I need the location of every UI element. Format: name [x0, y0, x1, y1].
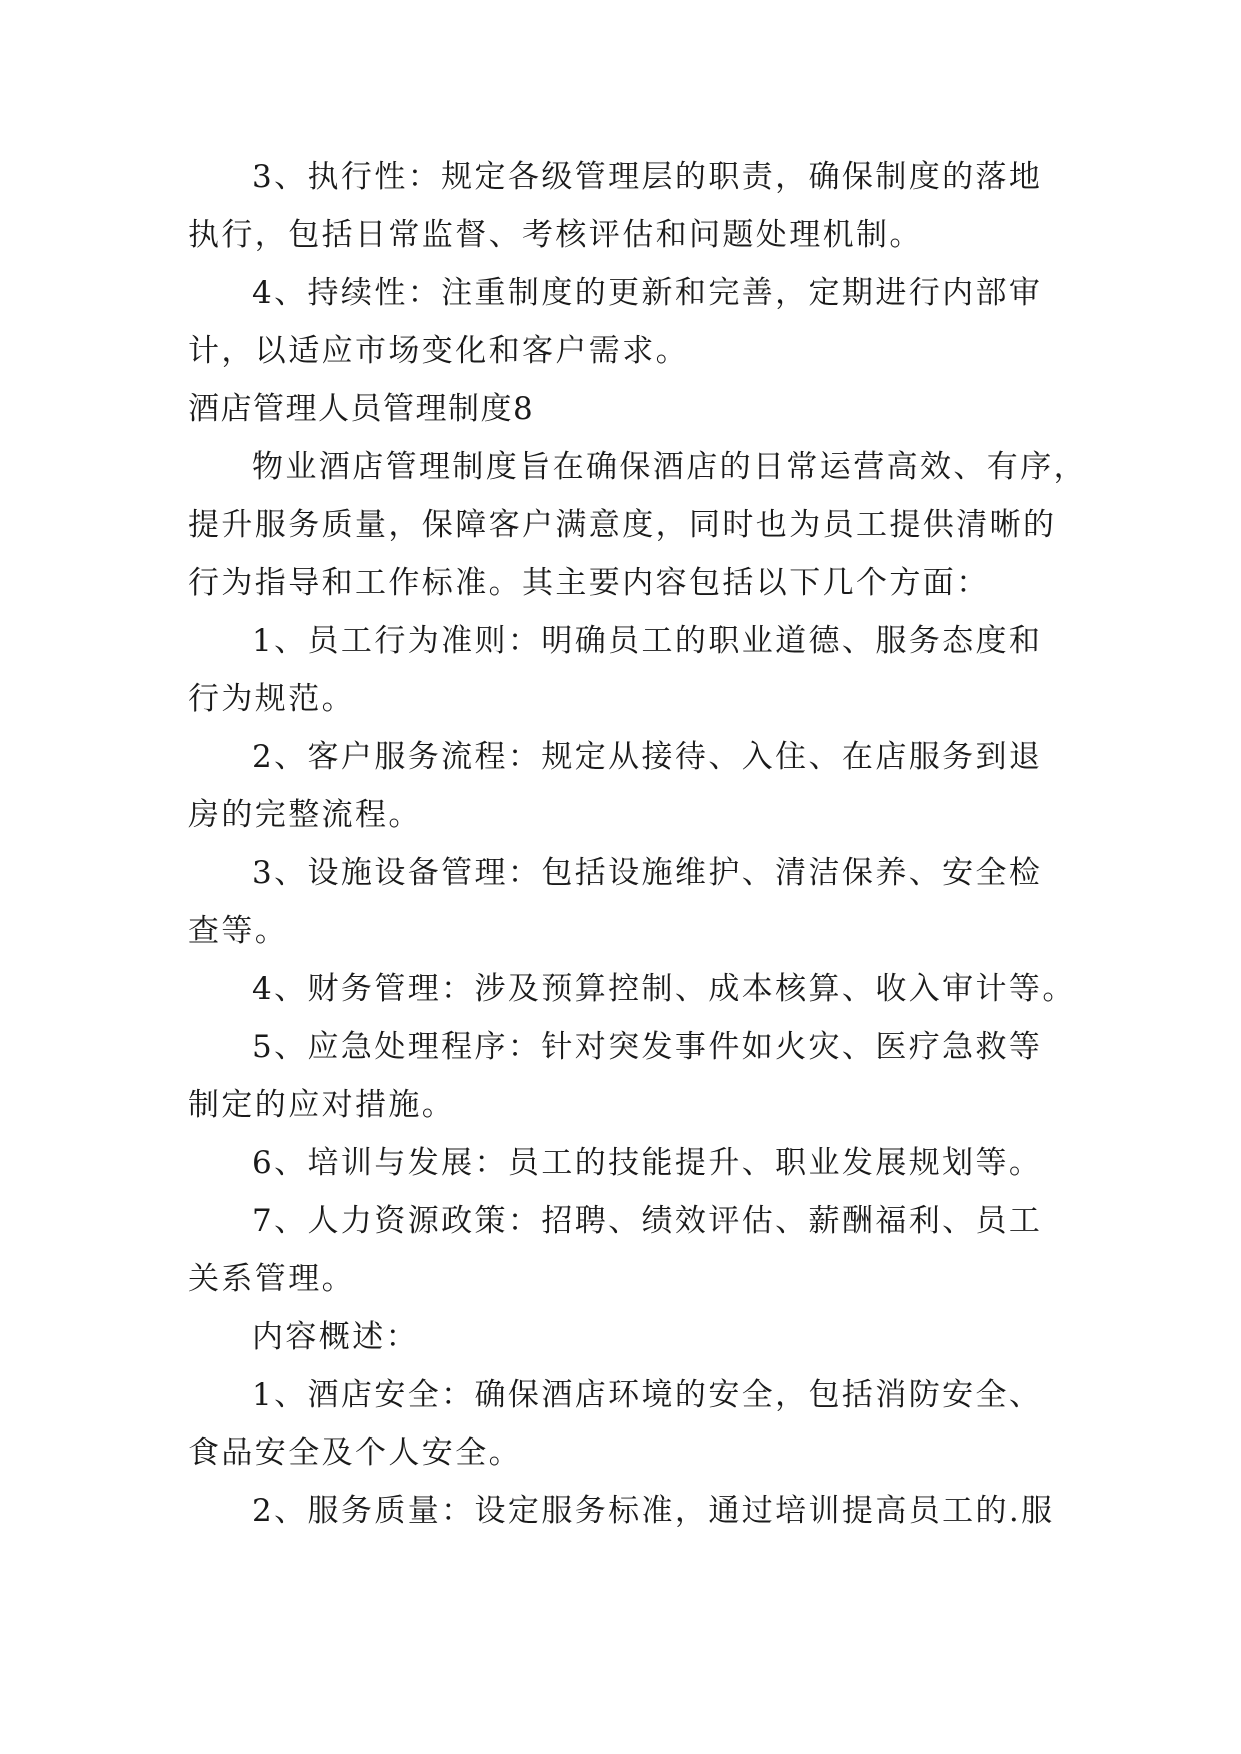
paragraph-line: 物业酒店管理制度旨在确保酒店的日常运营高效、有序， — [252, 449, 1087, 485]
paragraph-line: 5、应急处理程序：针对突发事件如火灾、医疗急救等 — [252, 1029, 1043, 1065]
paragraph-line: 行为规范。 — [188, 681, 355, 717]
paragraph-line: 内容概述： — [252, 1319, 419, 1355]
paragraph-line: 计，以适应市场变化和客户需求。 — [188, 333, 689, 369]
paragraph-line: 1、酒店安全：确保酒店环境的安全，包括消防安全、 — [252, 1377, 1043, 1413]
paragraph-line: 提升服务质量，保障客户满意度，同时也为员工提供清晰的 — [188, 507, 1057, 543]
paragraph-line: 执行，包括日常监督、考核评估和问题处理机制。 — [188, 217, 923, 253]
paragraph-line: 查等。 — [188, 913, 289, 949]
paragraph-line: 4、持续性：注重制度的更新和完善，定期进行内部审 — [252, 275, 1043, 311]
paragraph-line: 2、客户服务流程：规定从接待、入住、在店服务到退 — [252, 739, 1043, 775]
paragraph-line: 3、执行性：规定各级管理层的职责，确保制度的落地 — [252, 159, 1043, 195]
document-page — [188, 148, 1087, 1540]
paragraph-line: 制定的应对措施。 — [188, 1087, 456, 1123]
paragraph-line: 2、服务质量：设定服务标准，通过培训提高员工的.服 — [252, 1493, 1055, 1529]
paragraph-line: 7、人力资源政策：招聘、绩效评估、薪酬福利、员工 — [252, 1203, 1043, 1239]
section-heading: 酒店管理人员管理制度8 — [188, 391, 535, 427]
paragraph-line: 行为指导和工作标准。其主要内容包括以下几个方面： — [188, 565, 990, 601]
paragraph-line: 4、财务管理：涉及预算控制、成本核算、收入审计等。 — [252, 971, 1076, 1007]
paragraph-line: 3、设施设备管理：包括设施维护、清洁保养、安全检 — [252, 855, 1043, 891]
paragraph-line: 房的完整流程。 — [188, 797, 422, 833]
paragraph-line: 6、培训与发展：员工的技能提升、职业发展规划等。 — [252, 1145, 1043, 1181]
paragraph-line: 1、员工行为准则：明确员工的职业道德、服务态度和 — [252, 623, 1043, 659]
paragraph-line: 食品安全及个人安全。 — [188, 1435, 522, 1471]
paragraph-line: 关系管理。 — [188, 1261, 355, 1297]
